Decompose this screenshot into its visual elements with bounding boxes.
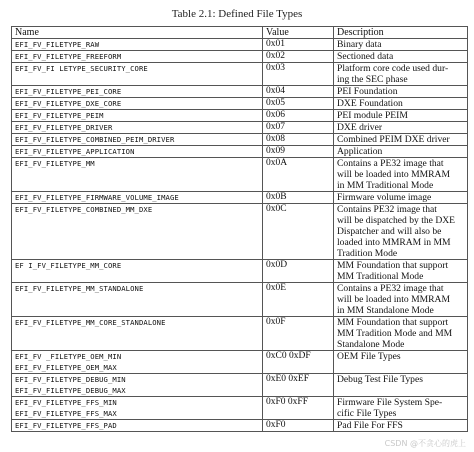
file-type-description-cell [334,86,468,98]
file-type-value: 0x08 [263,134,334,146]
file-type-value: 0x07 [263,122,334,134]
table-row [12,374,468,397]
file-type-description: Contains a PE32 image that [337,283,444,294]
file-type-description: Combined PEIM DXE driver [337,134,450,145]
file-type-name: EFI_FV_FILETYPE_APPLICATION [15,147,135,156]
file-type-name-cell [12,134,263,146]
file-type-description: loaded into MMRAM in MM [337,237,451,248]
file-type-description-cell [334,204,468,260]
column-header-name: Name [12,27,263,39]
file-type-description-cell [334,110,468,122]
file-type-description: Binary data [337,39,382,50]
file-type-name: EFI_FV_FILETYPE_COMBINED_PEIM_DRIVER [15,135,175,144]
file-type-value: 0x06 [263,110,334,122]
file-type-value: 0x09 [263,146,334,158]
table-caption: Table 2.1: Defined File Types [171,8,303,20]
file-type-name: EFI_FV_FILETYPE_PEI_CORE [15,87,122,96]
file-type-description-cell [334,283,468,317]
file-type-value: 0x05 [263,98,334,110]
file-type-description-cell [334,192,468,204]
file-type-value: 0x0A [263,158,334,192]
file-type-description: Tradition Mode [337,248,398,259]
file-type-name-cell [12,397,263,420]
table-header-row [12,27,468,39]
file-type-description: Firmware volume image [337,192,432,203]
file-type-description: Sectioned data [337,51,394,62]
file-type-value: 0x0F [263,317,334,351]
column-header-description: Description [334,27,468,39]
file-type-description-cell [334,260,468,283]
table-row [12,122,468,134]
file-type-name-cell [12,317,263,351]
table-row [12,420,468,432]
file-type-description-cell [334,63,468,86]
file-type-name: EFI_FV_FILETYPE_DEBUG_MAX [15,386,126,395]
file-type-name: EFI_FV_FILETYPE_FIRMWARE_VOLUME_IMAGE [15,193,179,202]
file-type-description: Contains a PE32 image that [337,158,444,169]
table-row [12,397,468,420]
file-type-description-cell [334,158,468,192]
file-type-description: Application [337,146,383,157]
table-row [12,63,468,86]
file-type-name: EF I_FV_FILETYPE_MM_CORE [15,261,122,270]
file-type-name: EFI_FV_FILETYPE_DRIVER [15,123,113,132]
file-type-description-cell [334,146,468,158]
file-type-value: 0x0D [263,260,334,283]
file-type-description: MM Foundation that support [337,260,449,271]
file-type-description-cell [334,39,468,51]
file-type-value: 0x02 [263,51,334,63]
file-type-name-cell [12,283,263,317]
file-type-description: PEI Foundation [337,86,398,97]
file-type-name-cell [12,122,263,134]
file-type-description-cell [334,122,468,134]
file-type-description-cell [334,397,468,420]
file-type-name: EFI_FV_FI LETYPE_SECURITY_CORE [15,64,148,73]
file-type-value: 0x0C [263,204,334,260]
file-type-description: in MM Standalone Mode [337,305,434,316]
file-type-description-cell [334,374,468,397]
file-type-name-cell [12,204,263,260]
file-type-description: DXE driver [337,122,383,133]
file-type-description: PEI module PEIM [337,110,408,121]
table-row [12,134,468,146]
file-type-name-cell [12,110,263,122]
file-type-value: 0x0E [263,283,334,317]
file-type-name-cell [12,51,263,63]
file-type-description-cell [334,98,468,110]
file-type-value: 0x0B [263,192,334,204]
file-type-name: EFI_FV_FILETYPE_FREEFORM [15,52,122,61]
file-type-name: EFI_FV_FILETYPE_DXE_CORE [15,99,122,108]
file-type-name: EFI_FV_FILETYPE_COMBINED_MM_DXE [15,205,153,214]
file-type-description: will be loaded into MMRAM [337,294,450,305]
file-type-description-cell [334,51,468,63]
table-row [12,204,468,260]
file-type-description: Contains PE32 image that [337,204,437,215]
file-type-value: 0xF0 0xFF [263,397,334,420]
file-type-description-cell [334,351,468,374]
table-row [12,146,468,158]
file-type-name: EFI_FV _FILETYPE_OEM_MIN [15,352,122,361]
file-type-name-cell [12,351,263,374]
file-type-description: Standalone Mode [337,339,405,350]
table-row [12,158,468,192]
file-type-description: Firmware File System Spe- [337,397,443,408]
table-row [12,86,468,98]
file-type-value: 0xC0 0xDF [263,351,334,374]
file-type-name: EFI_FV_FILETYPE_OEM_MAX [15,363,117,372]
file-type-name: EFI_FV_FILETYPE_DEBUG_MIN [15,375,126,384]
file-type-name-cell [12,260,263,283]
file-type-description: ing the SEC phase [337,74,408,85]
file-type-name: EFI_FV_FILETYPE_MM [15,159,95,168]
file-type-name-cell [12,86,263,98]
table-row [12,351,468,374]
file-type-description: MM Foundation that support [337,317,449,328]
file-type-description: will be dispatched by the DXE [337,215,456,226]
table-row [12,51,468,63]
table-row [12,317,468,351]
file-type-name-cell [12,374,263,397]
file-type-name: EFI_FV_FILETYPE_RAW [15,40,100,49]
file-type-description: cific File Types [337,408,397,419]
file-type-description: Debug Test File Types [337,374,423,385]
file-type-description: MM Tradition Mode and MM [337,328,453,339]
watermark: CSDN @不贪心的虎上 [384,439,466,448]
file-type-description: OEM File Types [337,351,401,362]
file-type-name-cell [12,63,263,86]
file-type-name-cell [12,39,263,51]
file-type-description-cell [334,420,468,432]
table-row [12,260,468,283]
file-type-name: EFI_FV_FILETYPE_FFS_MAX [15,409,117,418]
file-type-description: DXE Foundation [337,98,403,109]
file-type-name: EFI_FV_FILETYPE_MM_STANDALONE [15,284,144,293]
file-type-value: 0x04 [263,86,334,98]
file-type-description-cell [334,134,468,146]
file-type-name-cell [12,158,263,192]
file-type-description: Pad File For FFS [337,420,403,431]
column-header-value: Value [263,27,334,39]
table-row [12,283,468,317]
file-type-description: will be loaded into MMRAM [337,169,450,180]
file-type-name-cell [12,146,263,158]
file-type-name: EFI_FV_FILETYPE_FFS_PAD [15,421,117,430]
file-type-description: Dispatcher and will also be [337,226,442,237]
file-type-name-cell [12,420,263,432]
file-type-description: in MM Traditional Mode [337,180,434,191]
file-type-name-cell [12,192,263,204]
file-type-name: EFI_FV_FILETYPE_MM_CORE_STANDALONE [15,318,166,327]
table-row [12,98,468,110]
file-type-description: Platform core code used dur- [337,63,449,74]
file-type-value: 0xE0 0xEF [263,374,334,397]
table-row [12,39,468,51]
file-type-value: 0x03 [263,63,334,86]
file-type-value: 0xF0 [263,420,334,432]
file-type-name: EFI_FV_FILETYPE_PEIM [15,111,104,120]
file-type-description: MM Traditional Mode [337,271,424,282]
file-type-description-cell [334,317,468,351]
file-types-table [11,26,468,432]
table-row [12,192,468,204]
file-type-name: EFI_FV_FILETYPE_FFS_MIN [15,398,117,407]
table-row [12,110,468,122]
file-type-name-cell [12,98,263,110]
file-type-value: 0x01 [263,39,334,51]
